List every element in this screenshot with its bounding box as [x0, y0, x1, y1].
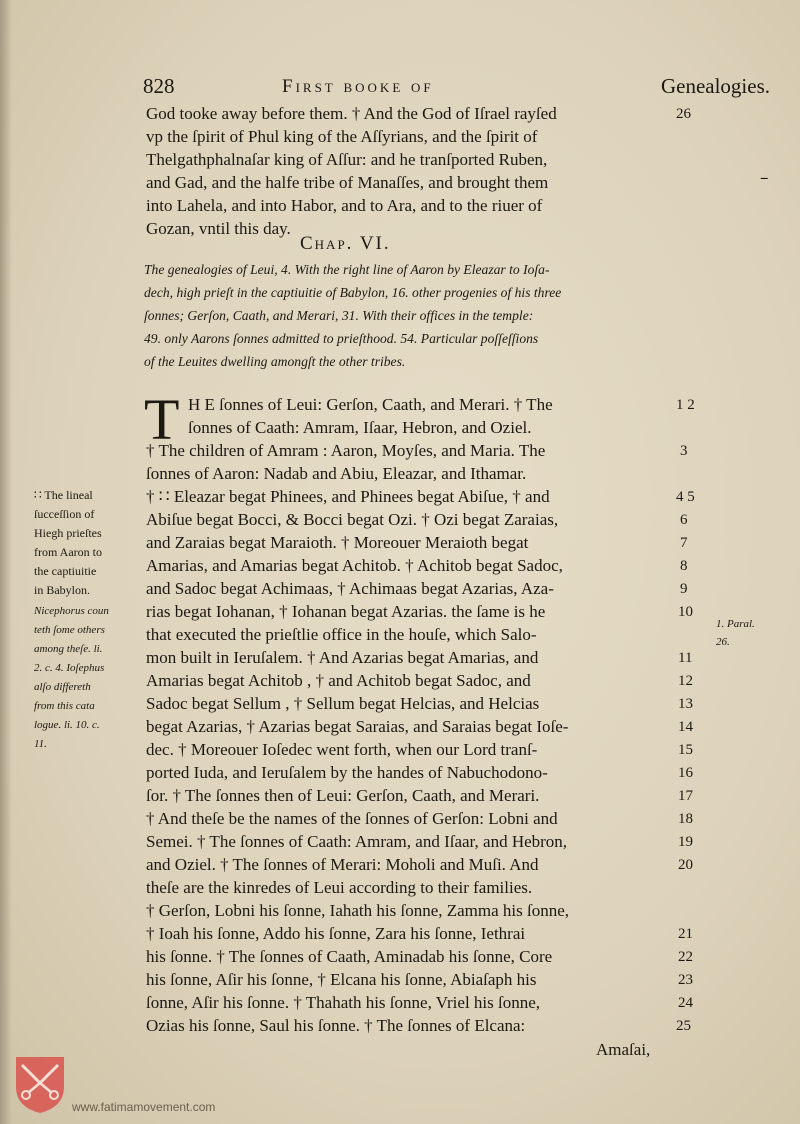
verse-number: 23: [678, 972, 693, 988]
text-line: and Oziel. † The ſonnes of Merari: Moholi and Muſi. And: [146, 855, 539, 874]
verse-number: 1 2: [676, 397, 695, 413]
text-line: † Gerſon, Lobni his ſonne, Iahath his ſonne, Zamma his ſonne,: [146, 901, 570, 920]
text-line: and Zaraias begat Maraioth. † Moreouer Meraioth begat: [146, 533, 529, 552]
text-line: Ozias his ſonne, Saul his ſonne. † The ſonnes of Elcana:: [146, 1016, 526, 1035]
text-line: rias begat Iohanan, † Iohanan begat Azarias. the ſame is he: [146, 602, 546, 621]
text-line: Abiſue begat Bocci, & Bocci begat Ozi. † Ozi begat Zaraias,: [146, 510, 559, 529]
argument-line: of the Leuites dwelling amongſt the other tribes.: [144, 354, 406, 369]
margin-note: the captiuitie: [34, 564, 97, 578]
margin-note: ſucceſſion of: [34, 507, 95, 521]
verse-number: 9: [680, 581, 688, 597]
text-line: ſonnes of Aaron: Nadab and Abiu, Eleazar, and Ithamar.: [146, 464, 527, 483]
book-title: First booke of: [282, 76, 434, 97]
argument-line: The genealogies of Leui, 4. With the right line of Aaron by Eleazar to Ioſa-: [144, 262, 550, 277]
papal-keys-seal-icon: [12, 1053, 68, 1115]
text-line: † ∷ Eleazar begat Phinees, and Phinees begat Abiſue, † and: [146, 487, 550, 506]
verse-number: 15: [678, 742, 693, 758]
text-line: ported Iuda, and Ieruſalem by the handes of Nabuchodono-: [146, 763, 548, 782]
margin-note: among theſe. li.: [34, 643, 103, 655]
text-line: his ſonne, Aſir his ſonne, † Elcana his ſonne, Abiaſaph his: [146, 970, 537, 989]
margin-note: Nicephorus coun: [34, 605, 109, 617]
drop-cap: T: [144, 387, 180, 452]
text-line: Gozan, vntil this day.: [146, 219, 291, 238]
text-line: theſe are the kinredes of Leui according to their families.: [146, 878, 533, 897]
verse-number: 26: [676, 106, 691, 122]
verse-number: 6: [680, 512, 688, 528]
chapter-heading: Chap. VI.: [300, 233, 391, 254]
text-line: ſonnes of Caath: Amram, Iſaar, Hebron, and Oziel.: [188, 418, 532, 437]
text-line: God tooke away before them. † And the God of Iſrael rayſed: [146, 104, 557, 123]
text-line: that executed the prieſtlie office in the houſe, which Salo-: [146, 625, 537, 644]
verse-number: 12: [678, 673, 693, 689]
margin-note: alſo differeth: [34, 681, 91, 693]
text-line: and Sadoc begat Achimaas, † Achimaas begat Azarias, Aza-: [146, 579, 554, 598]
text-line: Semei. † The ſonnes of Caath: Amram, and Iſaar, and Hebron,: [146, 832, 568, 851]
margin-note: from this cata: [34, 700, 95, 712]
text-line: † The children of Amram : Aaron, Moyſes, and Maria. The: [146, 441, 546, 460]
margin-note: from Aaron to: [34, 545, 102, 559]
verse-number: 18: [678, 811, 693, 827]
verse-number: 16: [678, 765, 693, 781]
verse-number: 11: [678, 650, 693, 666]
text-line: H E ſonnes of Leui: Gerſon, Caath, and Merari. † The: [188, 395, 553, 414]
running-head: [0, 74, 800, 102]
verse-number: 10: [678, 604, 693, 620]
watermark-link[interactable]: www.fatimamovement.com: [72, 1100, 216, 1114]
page-number: 828: [143, 74, 175, 98]
section-title: Genealogies.: [660, 74, 770, 98]
margin-note: 11.: [34, 738, 47, 750]
text-line: into Lahela, and into Habor, and to Ara, and to the riuer of: [146, 196, 543, 215]
text-line: ſor. † The ſonnes then of Leui: Gerſon, Caath, and Merari.: [146, 786, 540, 805]
text-line: vp the ſpirit of Phul king of the Aſſyrians, and the ſpirit of: [146, 127, 538, 146]
verse-number: 24: [678, 995, 693, 1011]
text-line: ſonne, Aſir his ſonne. † Thahath his ſonne, Vriel his ſonne,: [146, 993, 541, 1012]
verse-number: 19: [678, 834, 693, 850]
verse-number: 13: [678, 696, 693, 712]
text-line: dec. † Moreouer Ioſedec went forth, when our Lord tranſ-: [146, 740, 538, 759]
text-line: Thelgathphalnaſar king of Aſſur: and he tranſported Ruben,: [146, 150, 548, 169]
argument-line: dech, high prieſt in the captiuitie of Babylon, 16. other progenies of his three: [144, 285, 562, 300]
margin-note: in Babylon.: [34, 583, 90, 597]
verse-number: 22: [678, 949, 693, 965]
verse-number: 7: [680, 535, 688, 551]
margin-note: ∷ The lineal: [34, 488, 93, 502]
text-line: † And theſe be the names of the ſonnes of Gerſon: Lobni and: [146, 809, 558, 828]
argument-line: ſonnes; Gerſon, Caath, and Merari, 31. With their offices in the temple:: [144, 308, 534, 323]
verse-number: 17: [678, 788, 693, 804]
margin-note: Hiegh prieſtes: [34, 526, 102, 540]
verse-number: 21: [678, 926, 693, 942]
text-line: and Gad, and the halfe tribe of Manaſſes, and brought them: [146, 173, 549, 192]
verse-number: 3: [680, 443, 688, 459]
gutter-shadow: [0, 0, 12, 1124]
verse-number: 8: [680, 558, 688, 574]
text-line: mon built in Ieruſalem. † And Azarias begat Amarias, and: [146, 648, 539, 667]
cross-reference: 26.: [716, 636, 730, 648]
cross-reference: 1. Paral.: [716, 618, 755, 630]
margin-note: logue. li. 10. c.: [34, 719, 100, 731]
argument-line: 49. only Aarons ſonnes admitted to prieſthood. 54. Particular poſſeſſions: [144, 331, 539, 346]
text-line: begat Azarias, † Azarias begat Saraias, and Saraias begat Ioſe-: [146, 717, 569, 736]
verse-number: 14: [678, 719, 693, 735]
verse-number: 25: [676, 1018, 691, 1034]
text-line: his ſonne. † The ſonnes of Caath, Aminadab his ſonne, Core: [146, 947, 553, 966]
verse-number: 4 5: [676, 489, 695, 505]
text-line: Sadoc begat Sellum , † Sellum begat Helcias, and Helcias: [146, 694, 540, 713]
margin-note: teth ſome others: [34, 624, 105, 636]
text-line: Amarias begat Achitob , † and Achitob begat Sadoc, and: [146, 671, 531, 690]
margin-note: 2. c. 4. Ioſephus: [34, 662, 105, 674]
margin-dash: –: [760, 168, 769, 188]
text-line: † Ioah his ſonne, Addo his ſonne, Zara his ſonne, Iethrai: [146, 924, 526, 943]
verse-number: 20: [678, 857, 693, 873]
text-line: Amarias, and Amarias begat Achitob. † Achitob begat Sadoc,: [146, 556, 563, 575]
catchword: Amaſai,: [596, 1040, 651, 1059]
